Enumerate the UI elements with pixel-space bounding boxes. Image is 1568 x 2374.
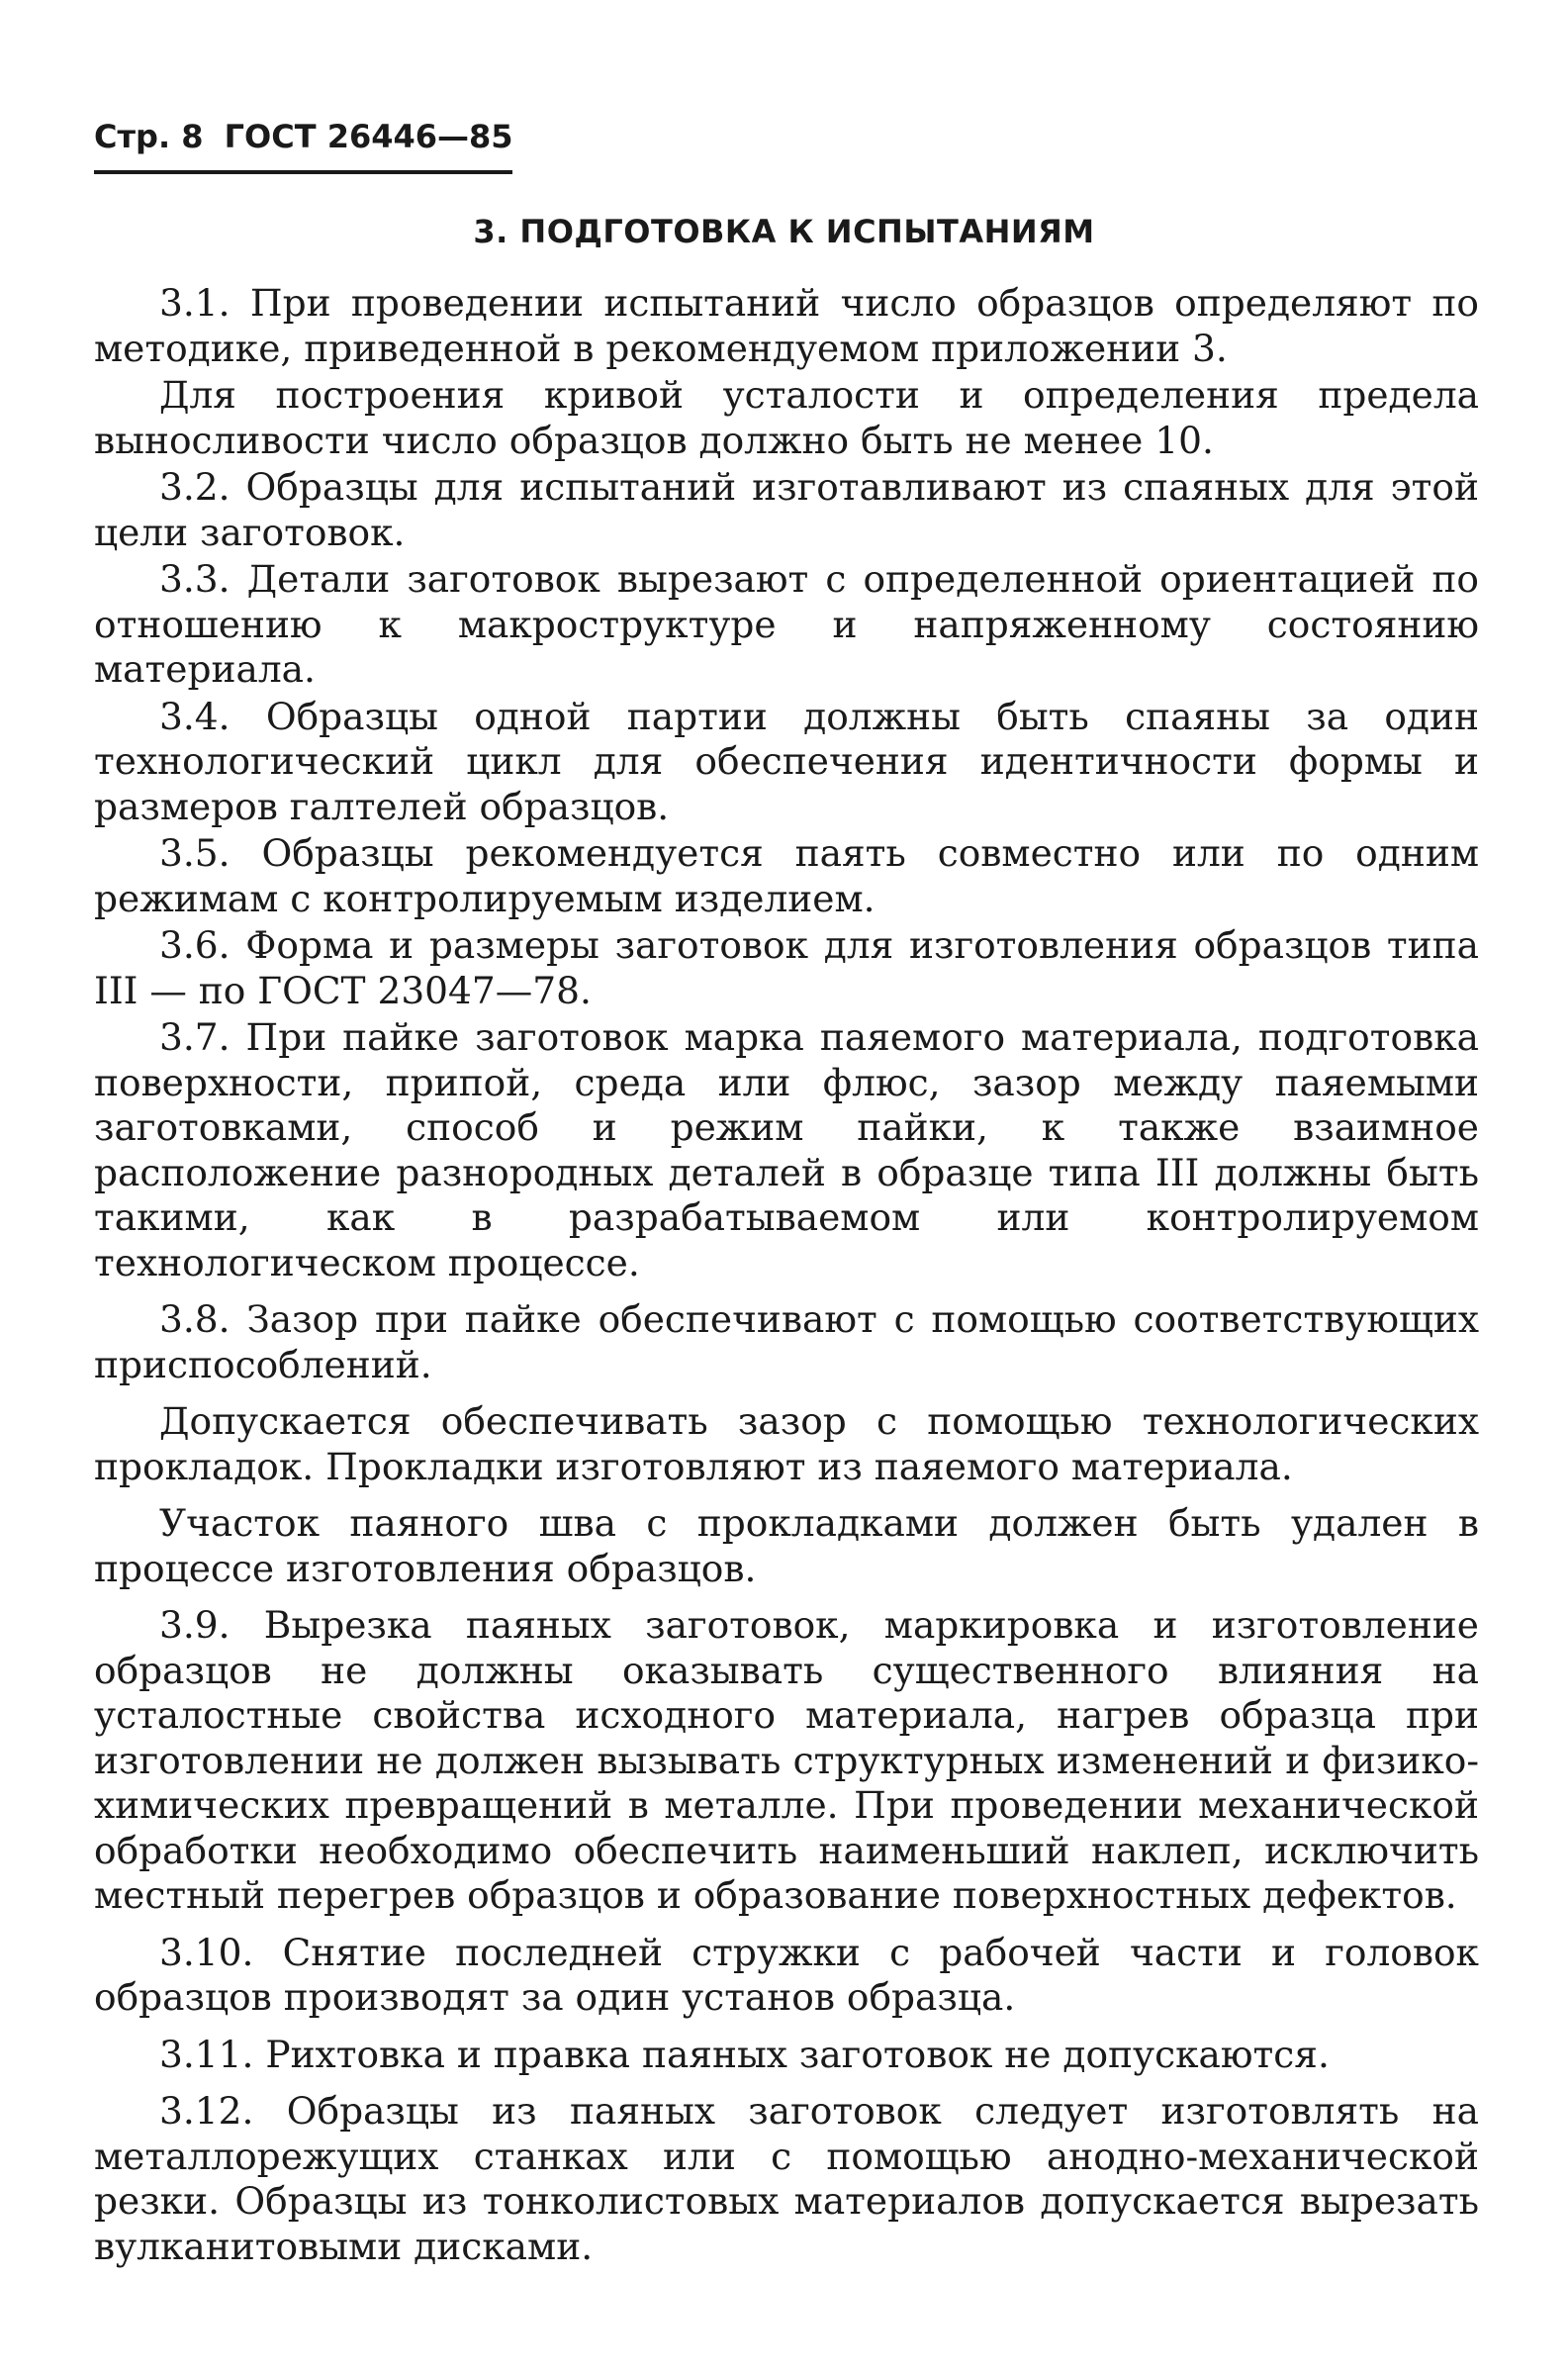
paragraph-3-11: 3.11. Рихтовка и правка паяных заготовок не допускаются. [159, 2032, 1330, 2076]
paragraph-3-5: 3.5. Образцы рекомендуется паять совместно или по одним режимам с контролируемым изделием. [94, 831, 1479, 920]
page-header [94, 117, 513, 156]
header-rule [94, 170, 512, 174]
paragraph-3-4: 3.4. Образцы одной партии должны быть спаяны за один технологический цикл для обеспечения идентичности формы и размеров галтелей образцов. [94, 694, 1479, 828]
paragraph-3-8-cont-1: Допускается обеспечивать зазор с помощью технологических прокладок. Прокладки изготовляют из паяемого материала. [94, 1399, 1479, 1488]
standard-code: ГОСТ 26446—85 [224, 118, 513, 155]
section-title: 3. ПОДГОТОВКА К ИСПЫТАНИЯМ [473, 213, 1095, 250]
paragraph-3-1-cont: Для построения кривой усталости и определения предела выносливости число образцов должно быть не менее 10. [94, 373, 1479, 462]
paragraph-3-6: 3.6. Форма и размеры заготовок для изготовления образцов типа III — по ГОСТ 23047—78. [94, 923, 1479, 1012]
paragraph-3-8-cont-2: Участок паяного шва с прокладками должен быть удален в процессе изготовления образцов. [94, 1501, 1479, 1590]
paragraph-3-12: 3.12. Образцы из паяных заготовок следует изготовлять на металлорежущих станках или с помощью анодно-механической резки. Образцы из тонколистовых материалов допускается вырезать вулканитовыми дисками. [94, 2089, 1479, 2268]
document-body [94, 281, 1479, 2271]
page-number: Стр. 8 [94, 118, 204, 155]
paragraph-3-3: 3.3. Детали заготовок вырезают с определенной ориентацией по отношению к макроструктуре и напряженному состоянию материала. [94, 557, 1479, 691]
paragraph-3-2: 3.2. Образцы для испытаний изготавливают из спаяных для этой цели заготовок. [94, 465, 1479, 554]
paragraph-3-10: 3.10. Снятие последней стружки с рабочей части и головок образцов производят за один установ образца. [94, 1930, 1479, 2019]
paragraph-3-1: 3.1. При проведении испытаний число образцов определяют по методике, приведенной в рекомендуемом приложении 3. [94, 281, 1479, 370]
paragraph-3-9: 3.9. Вырезка паяных заготовок, маркировка и изготовление образцов не должны оказывать существенного влияния на усталостные свойства исходного материала, нагрев образца при изготовлении не должен вызывать структурных изменений и физико-химических превращений в металле. При проведении механической обработки необходимо обеспечить наименьший наклеп, исключить местный перегрев образцов и образование поверхностных дефектов. [94, 1603, 1479, 1917]
paragraph-3-7: 3.7. При пайке заготовок марка паяемого материала, подготовка поверхности, припой, среда или флюс, зазор между паяемыми заготовками, способ и режим пайки, к также взаимное расположение разнородных деталей в образце типа III должны быть такими, как в разрабатываемом или контролируемом технологическом процессе. [94, 1015, 1479, 1284]
paragraph-3-8: 3.8. Зазор при пайке обеспечивают с помощью соответствующих приспособлений. [94, 1297, 1479, 1386]
